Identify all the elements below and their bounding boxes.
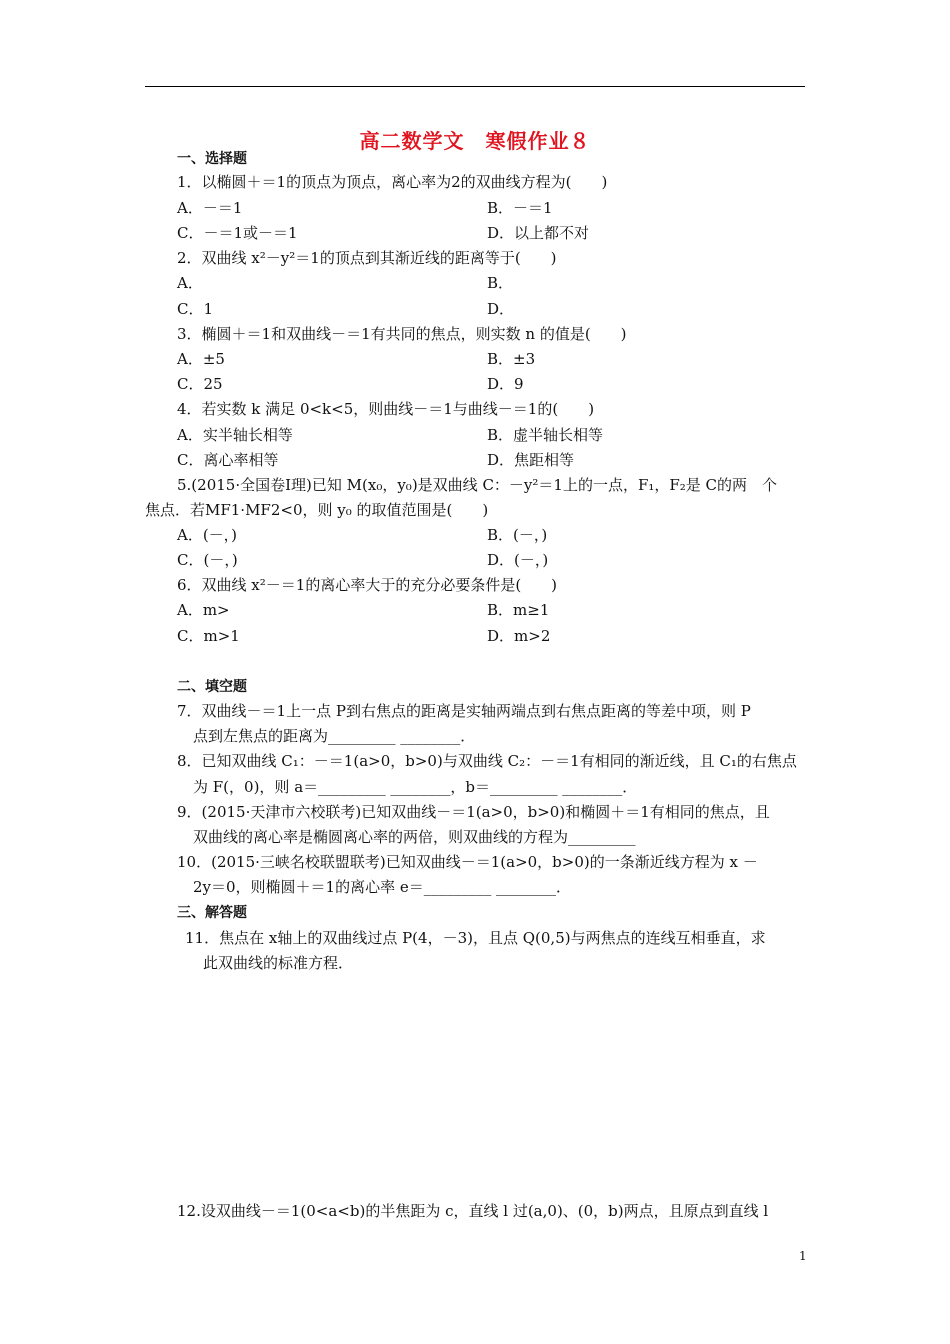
question-5-line-2: 焦点．若MF1·MF2<0，则 y₀ 的取值范围是( ) bbox=[145, 501, 489, 519]
question-9-line-2: 双曲线的离心率是椭圆离心率的两倍，则双曲线的方程为_________ bbox=[193, 828, 636, 846]
q4-option-a: A．实半轴长相等 bbox=[177, 426, 293, 444]
question-10-line-1: 10．(2015·三峡名校联盟联考)已知双曲线－＝1(a>0，b>0)的一条渐近线方程为 x － bbox=[177, 853, 758, 871]
question-12: 12.设双曲线－＝1(0<a<b)的半焦距为 c，直线 l 过(a,0)、(0，b)两点，且原点到直线 l bbox=[177, 1202, 769, 1220]
q4-option-d: D．焦距相等 bbox=[487, 451, 575, 469]
page-title: 高二数学文 寒假作业８ bbox=[359, 129, 591, 153]
q5-option-c: C．(－，) bbox=[177, 551, 238, 569]
header-rule bbox=[145, 86, 805, 87]
question-9-line-1: 9．(2015·天津市六校联考)已知双曲线－＝1(a>0，b>0)和椭圆＋＝1有相同的焦点，且 bbox=[177, 803, 770, 821]
q4-option-c: C．离心率相等 bbox=[177, 451, 279, 469]
question-1: 1．以椭圆＋＝1的顶点为顶点，离心率为2的双曲线方程为( ) bbox=[177, 173, 608, 191]
q3-option-b: B．±3 bbox=[487, 350, 536, 368]
section-fill: 二、填空题 bbox=[177, 679, 247, 695]
q2-option-c: C．1 bbox=[177, 300, 214, 318]
q4-option-b: B．虚半轴长相等 bbox=[487, 426, 604, 444]
q6-option-d: D．m>2 bbox=[487, 627, 551, 645]
question-2: 2．双曲线 x²－y²＝1的顶点到其渐近线的距离等于( ) bbox=[177, 249, 557, 267]
q1-option-a: A．－＝1 bbox=[177, 199, 243, 217]
page-number: 1 bbox=[799, 1249, 807, 1263]
q2-option-b: B． bbox=[487, 274, 514, 292]
q3-option-c: C．25 bbox=[177, 375, 223, 393]
question-6: 6．双曲线 x²－＝1的离心率大于的充分必要条件是( ) bbox=[177, 576, 558, 594]
q1-option-b: B．－＝1 bbox=[487, 199, 553, 217]
q6-option-a: A．m> bbox=[177, 601, 230, 619]
question-7-line-2: 点到左焦点的距离为_________ ________． bbox=[193, 727, 476, 745]
q6-option-c: C．m>1 bbox=[177, 627, 240, 645]
question-11-line-2: 此双曲线的标准方程． bbox=[203, 954, 354, 972]
question-5-line-1: 5.(2015·全国卷Ⅰ理)已知 M(x₀，y₀)是双曲线 C：－y²＝1上的一点，F₁，F₂是 C的两 个 bbox=[177, 476, 778, 494]
section-answer: 三、解答题 bbox=[177, 905, 247, 921]
q1-option-d: D．以上都不对 bbox=[487, 224, 590, 242]
question-8-line-2: 为 F(，0)，则 a＝_________ ________，b＝_________ ________． bbox=[193, 778, 638, 796]
q5-option-a: A．(－，) bbox=[177, 526, 238, 544]
question-10-line-2: 2y＝0，则椭圆＋＝1的离心率 e＝_________ ________． bbox=[193, 878, 572, 896]
q2-option-d: D． bbox=[487, 300, 515, 318]
question-8-line-1: 8．已知双曲线 C₁：－＝1(a>0，b>0)与双曲线 C₂：－＝1有相同的渐近线，且 C₁的右焦点 bbox=[177, 752, 797, 770]
q5-option-b: B．(－，) bbox=[487, 526, 548, 544]
q3-option-d: D．9 bbox=[487, 375, 524, 393]
q2-option-a: A． bbox=[177, 274, 203, 292]
q6-option-b: B．m≥1 bbox=[487, 601, 550, 619]
q3-option-a: A．±5 bbox=[177, 350, 225, 368]
section-choice: 一、选择题 bbox=[177, 151, 247, 167]
q5-option-d: D．(－，) bbox=[487, 551, 549, 569]
q1-option-c: C．－＝1或－＝1 bbox=[177, 224, 298, 242]
question-7-line-1: 7．双曲线－＝1上一点 P到右焦点的距离是实轴两端点到右焦点距离的等差中项，则 P bbox=[177, 702, 751, 720]
question-11-line-1: 11．焦点在 x轴上的双曲线过点 P(4，－3)，且点 Q(0,5)与两焦点的连线互相垂直，求 bbox=[185, 929, 766, 947]
question-3: 3．椭圆＋＝1和双曲线－＝1有共同的焦点，则实数 n 的值是( ) bbox=[177, 325, 627, 343]
question-4: 4．若实数 k 满足 0<k<5，则曲线－＝1与曲线－＝1的( ) bbox=[177, 400, 595, 418]
